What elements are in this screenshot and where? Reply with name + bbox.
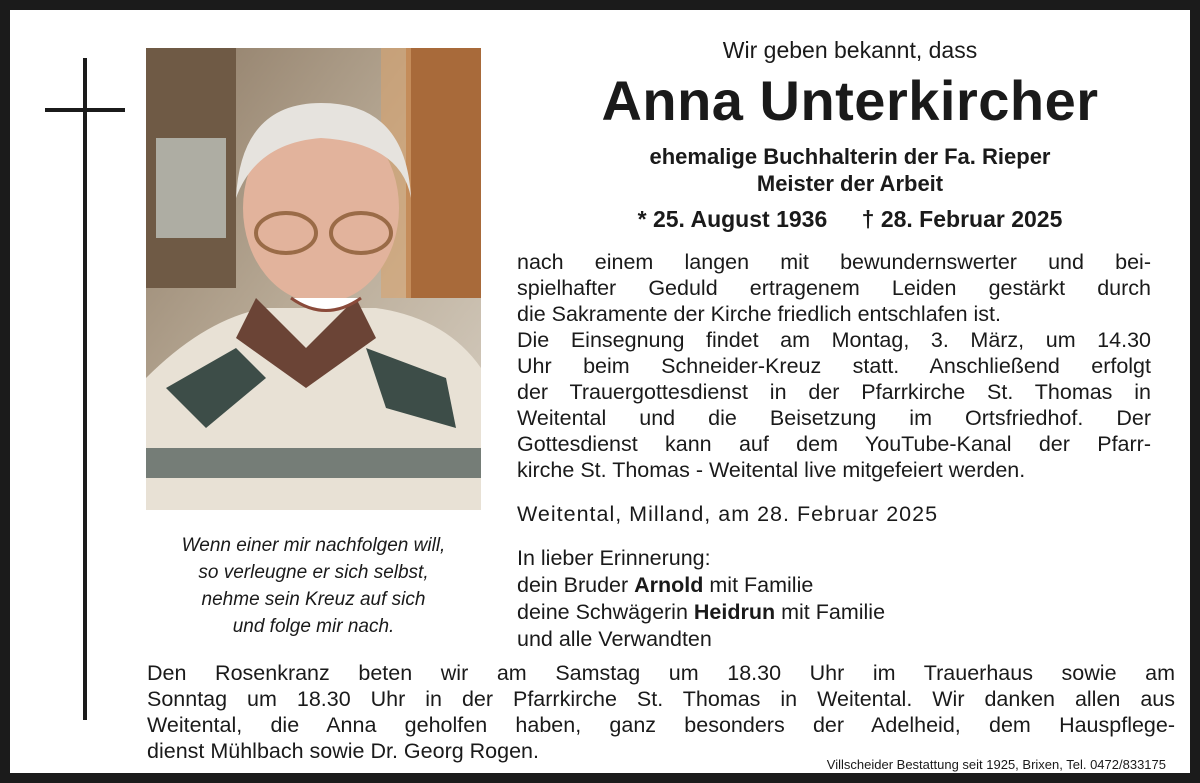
deceased-description [550, 143, 1150, 197]
text-line: nach einem langen mit bewundernswerter und bei- [517, 250, 1151, 274]
text-line: Weitental und die Beisetzung im Ortsfriedhof. Der [517, 406, 1151, 430]
mourner-line [517, 599, 885, 626]
portrait-photo [146, 48, 481, 510]
mourner-line [517, 572, 885, 599]
text-line: Die Einsegnung findet am Montag, 3. März, um 14.30 [517, 328, 1151, 352]
text-line: spielhafter Geduld ertragenem Leiden gestärkt durch [517, 276, 1151, 300]
text-line: Gottesdienst kann auf dem YouTube-Kanal der Pfarr- [517, 432, 1151, 456]
quote-line: so verleugne er sich selbst, [198, 562, 429, 583]
text-line: Den Rosenkranz beten wir am Samstag um 18.30 Uhr im Trauerhaus sowie am [147, 661, 1175, 685]
quote-line: Wenn einer mir nachfolgen will, [181, 535, 446, 556]
honor-title: Meister der Arbeit [756, 171, 944, 196]
place-and-date: Weitental, Milland, am 28. Februar 2025 [517, 502, 939, 526]
deceased-name: Anna Unterkircher [601, 69, 1099, 132]
text-line: Sonntag um 18.30 Uhr in der Pfarrkirche St. Thomas in Weitental. Wir danken allen aus [147, 687, 1175, 711]
mourners-list [517, 545, 885, 653]
mourner-line: und alle Verwandten [517, 627, 712, 651]
cross-icon-bar [45, 108, 125, 112]
birth-date: * 25. August 1936 [637, 206, 828, 232]
quote-line: nehme sein Kreuz auf sich [201, 589, 426, 610]
main-text [517, 249, 1151, 483]
occupation: ehemalige Buchhalterin der Fa. Rieper [649, 144, 1051, 169]
funeral-home-footer: Villscheider Bestattung seit 1925, Brixen, Tel. 0472/833175 [826, 757, 1166, 772]
text-line: Uhr beim Schneider-Kreuz statt. Anschließend erfolgt [517, 354, 1151, 378]
bible-quote [146, 532, 481, 640]
cross-icon [83, 58, 87, 720]
mourner-name: Arnold [634, 573, 704, 597]
text-line: dienst Mühlbach sowie Dr. Georg Rogen. [147, 739, 539, 763]
quote-line: und folge mir nach. [232, 616, 395, 637]
text-line: die Sakramente der Kirche friedlich entschlafen ist. [517, 302, 1001, 326]
death-date: † 28. Februar 2025 [861, 206, 1063, 232]
life-dates [550, 206, 1150, 233]
mourner-suffix: mit Familie [703, 573, 814, 597]
memory-heading: In lieber Erinnerung: [517, 546, 711, 570]
mourner-relation: deine Schwägerin [517, 600, 694, 624]
text-line: Weitental, die Anna geholfen haben, ganz besonders der Adelheid, dem Hauspflege- [147, 713, 1175, 737]
announcement-intro: Wir geben bekannt, dass [722, 37, 978, 63]
rosary-and-thanks [147, 660, 1175, 764]
mourner-name: Heidrun [693, 600, 776, 624]
text-line: kirche St. Thomas - Weitental live mitgefeiert werden. [517, 458, 1026, 482]
mourner-suffix: mit Familie [775, 600, 886, 624]
mourner-relation: dein Bruder [517, 573, 635, 597]
text-line: der Trauergottesdienst in der Pfarrkirche St. Thomas in [517, 380, 1151, 404]
